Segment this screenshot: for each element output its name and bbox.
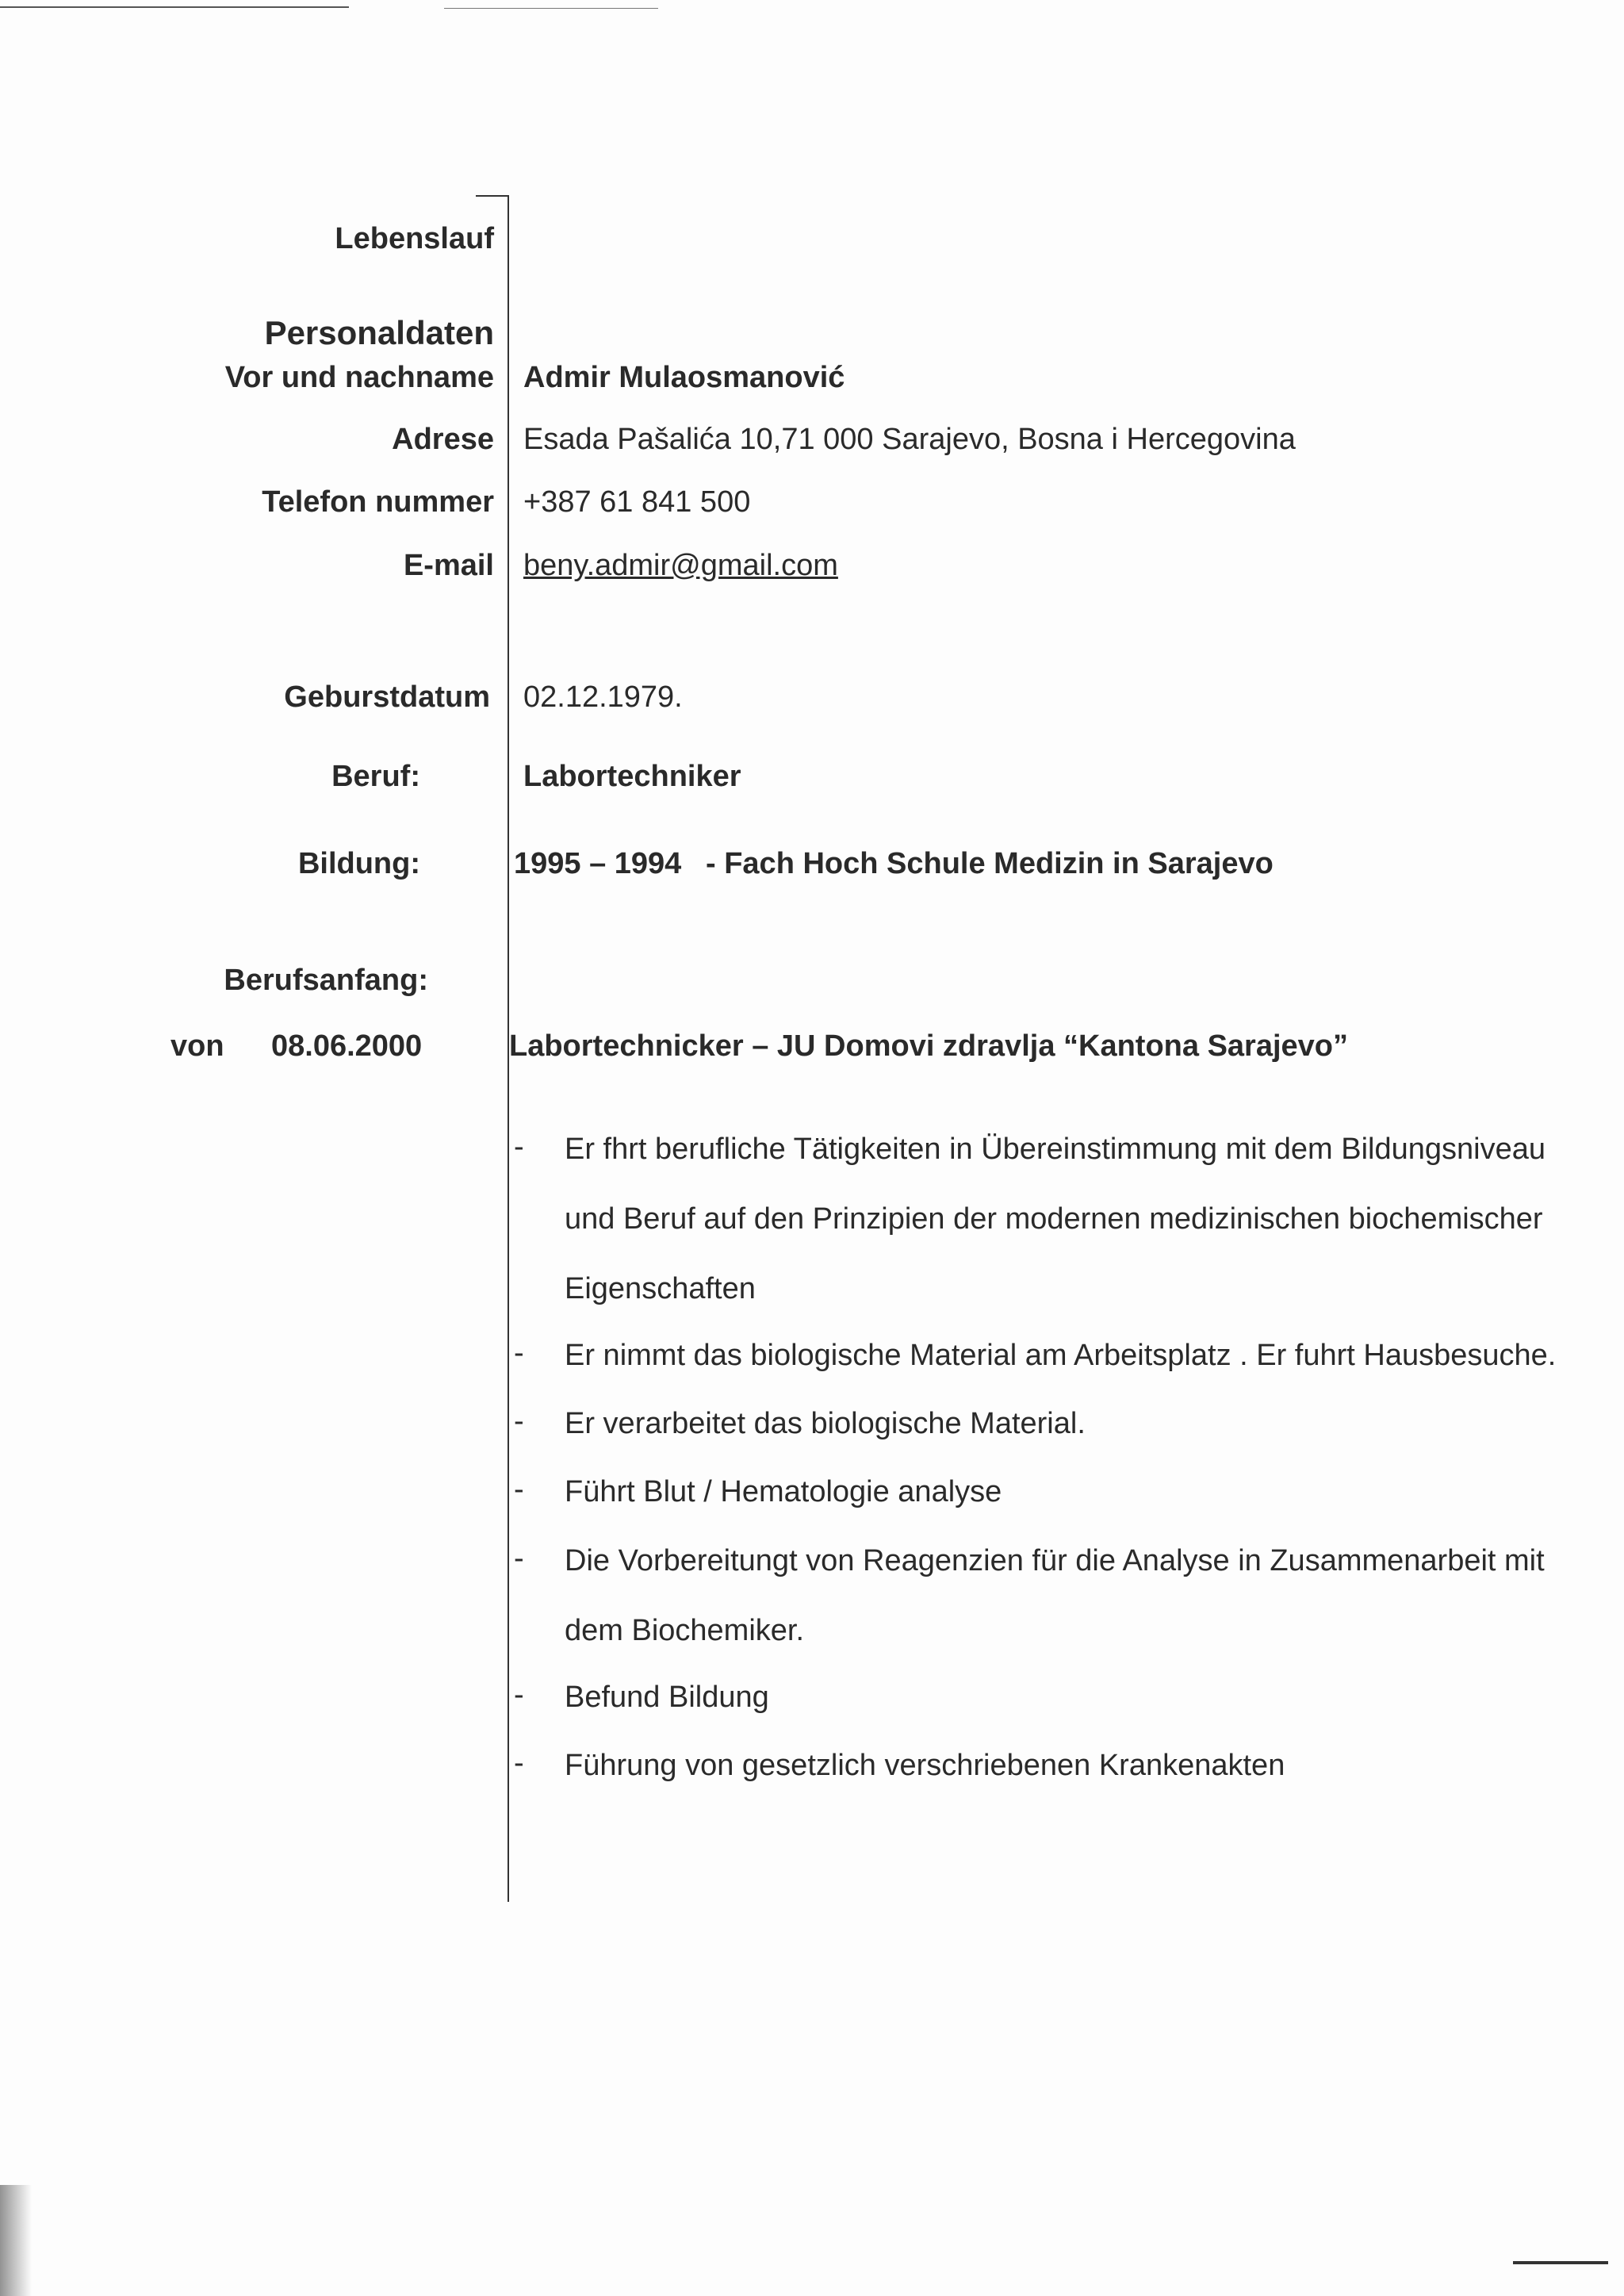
education-years: 1995 – 1994 [514,847,682,880]
career-from-label: von [170,1029,224,1063]
phone-value: +387 61 841 500 [523,485,751,519]
duty-item-1: Er fhrt berufliche Tätigkeiten in Übereinstimmung mit dem Bildungsniveau und Beruf auf den Prinzipien der modernen medizinischen biochemischer Eigenschaften [565,1133,1546,1305]
email-label: E-mail [403,549,494,582]
duty-item-3: Er verarbeitet das biologische Material. [565,1407,1086,1440]
section-personal-heading: Personaldaten [264,314,494,351]
birth-value: 02.12.1979. [523,680,683,714]
duty-item-6: Befund Bildung [565,1681,769,1714]
career-label: Berufsanfang: [224,964,428,997]
phone-label: Telefon nummer [262,485,494,519]
scan-corner-shadow [0,2185,32,2296]
scan-line-left [0,6,349,8]
email-link[interactable]: beny.admir@gmail.com [523,549,838,582]
education-value: - Fach Hoch Schule Medizin in Sarajevo [706,847,1274,880]
email-value-row [523,549,838,583]
address-value: Esada Pašalića 10,71 000 Sarajevo, Bosna i Hercegovina [523,423,1296,456]
duty-item-7: Führung von gesetzlich verschriebenen Krankenakten [565,1749,1285,1782]
duty-item-2: Er nimmt das biologische Material am Arbeitsplatz . Er fuhrt Hausbesuche. [565,1339,1557,1372]
duty-bullet-4: - [514,1473,524,1506]
duty-bullet-1: - [514,1130,524,1163]
scan-corner-line [1513,2261,1608,2264]
duty-bullet-2: - [514,1336,524,1370]
duty-item-4: Führt Blut / Hematologie analyse [565,1475,1002,1508]
duty-bullet-7: - [514,1746,524,1780]
name-label: Vor und nachname [224,361,494,394]
duty-bullet-6: - [514,1678,524,1711]
scan-line-right [444,8,658,9]
education-label: Bildung: [297,847,420,880]
career-position: Labortechnicker – JU Domovi zdravlja “Kantona Sarajevo” [509,1029,1349,1063]
divider-cap [476,195,509,197]
duty-bullet-3: - [514,1405,524,1438]
document-title: Lebenslauf [335,222,494,255]
career-from-date: 08.06.2000 [271,1029,423,1063]
job-value: Labortechniker [523,760,741,793]
birth-label: Geburstdatum [284,680,490,714]
duty-bullet-5: - [514,1542,524,1575]
duty-item-5: Die Vorbereitungt von Reagenzien für die Analyse in Zusammenarbeit mit dem Biochemiker. [565,1544,1545,1647]
name-value: Admir Mulaosmanović [523,361,845,394]
job-label: Beruf: [331,760,420,793]
address-label: Adrese [392,423,494,456]
